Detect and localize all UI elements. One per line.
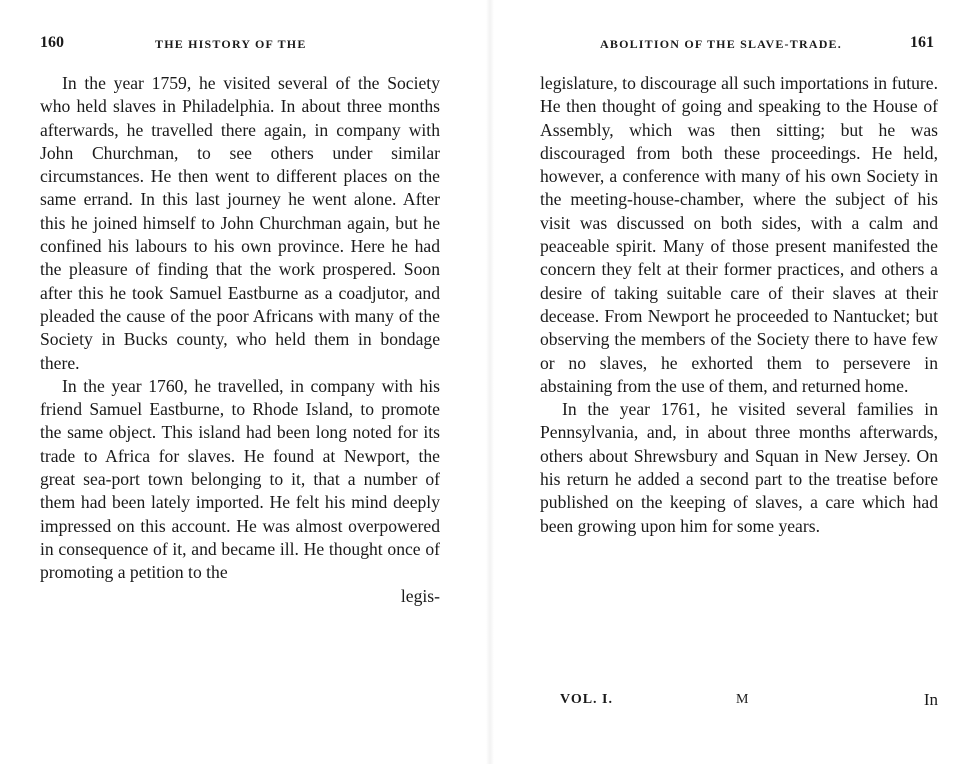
left-paragraph-1: In the year 1759, he visited several of the Society who held slaves in Philadelphia. In about three months afterwards, he travelled there again, in company with John Churchman, to see others under similar circumstances. He then went to different places on the same errand. In this last journey he went alone. After this he joined himself to John Churchman again, but he confined his labours to his own province. Here he had the pleasure of finding that the work prospered. Soon after this he took Samuel Eastburne as a coadjutor, and pleaded the cause of the poor Africans with many of the Society in Bucks county, who held them in bondage there. <box>40 73 440 373</box>
right-running-title: ABOLITION OF THE SLAVE-TRADE. <box>600 37 842 51</box>
right-paragraph-1: legislature, to discourage all such importations in future. He then thought of going and speaking to the House of Assembly, which was then sitting; but he was discouraged from both these proceedings. He held, however, a conference with many of his own Society in the meeting-house-chamber, where the subject of his visit was discussed on both sides, with a calm and peaceable spirit. Many of those present manifested the concern they felt at their former practices, and others a desire of taking suitable care of their slaves at their decease. From Newport he proceeded to Nantucket; but observing the members of the Society there to have few or no slaves, he exhorted them to persevere in abstaining from the use of them, and returned home. <box>540 73 938 396</box>
signature-mark: M <box>736 692 749 707</box>
right-page-number: 161 <box>910 34 934 51</box>
volume-marker: VOL. I. <box>560 692 614 707</box>
left-carryover-word: legis- <box>400 585 440 606</box>
right-running-head <box>600 36 950 58</box>
left-running-title: THE HISTORY OF THE <box>155 37 307 51</box>
catchword: In <box>923 690 938 709</box>
left-page-number: 160 <box>40 34 64 51</box>
left-paragraph-2: In the year 1760, he travelled, in company with his friend Samuel Eastburne, to Rhode Island, to promote the same object. This island had been long noted for its trade to Africa for slaves. He found at Newport, the great sea-port town belonging to it, that a number of them had been lately imported. He felt his mind deeply impressed on this account. He was almost overpowered in consequence of it, and became ill. He thought once of promoting a petition to the <box>40 375 440 583</box>
right-body-text <box>540 72 938 538</box>
right-paragraph-2: In the year 1761, he visited several families in Pennsylvania, and, in about three months afterwards, others about Shrewsbury and Squan in New Jersey. On his return he added a second part to the treatise before published on the keeping of slaves, a care which had been growing upon him for some years. <box>540 399 938 536</box>
